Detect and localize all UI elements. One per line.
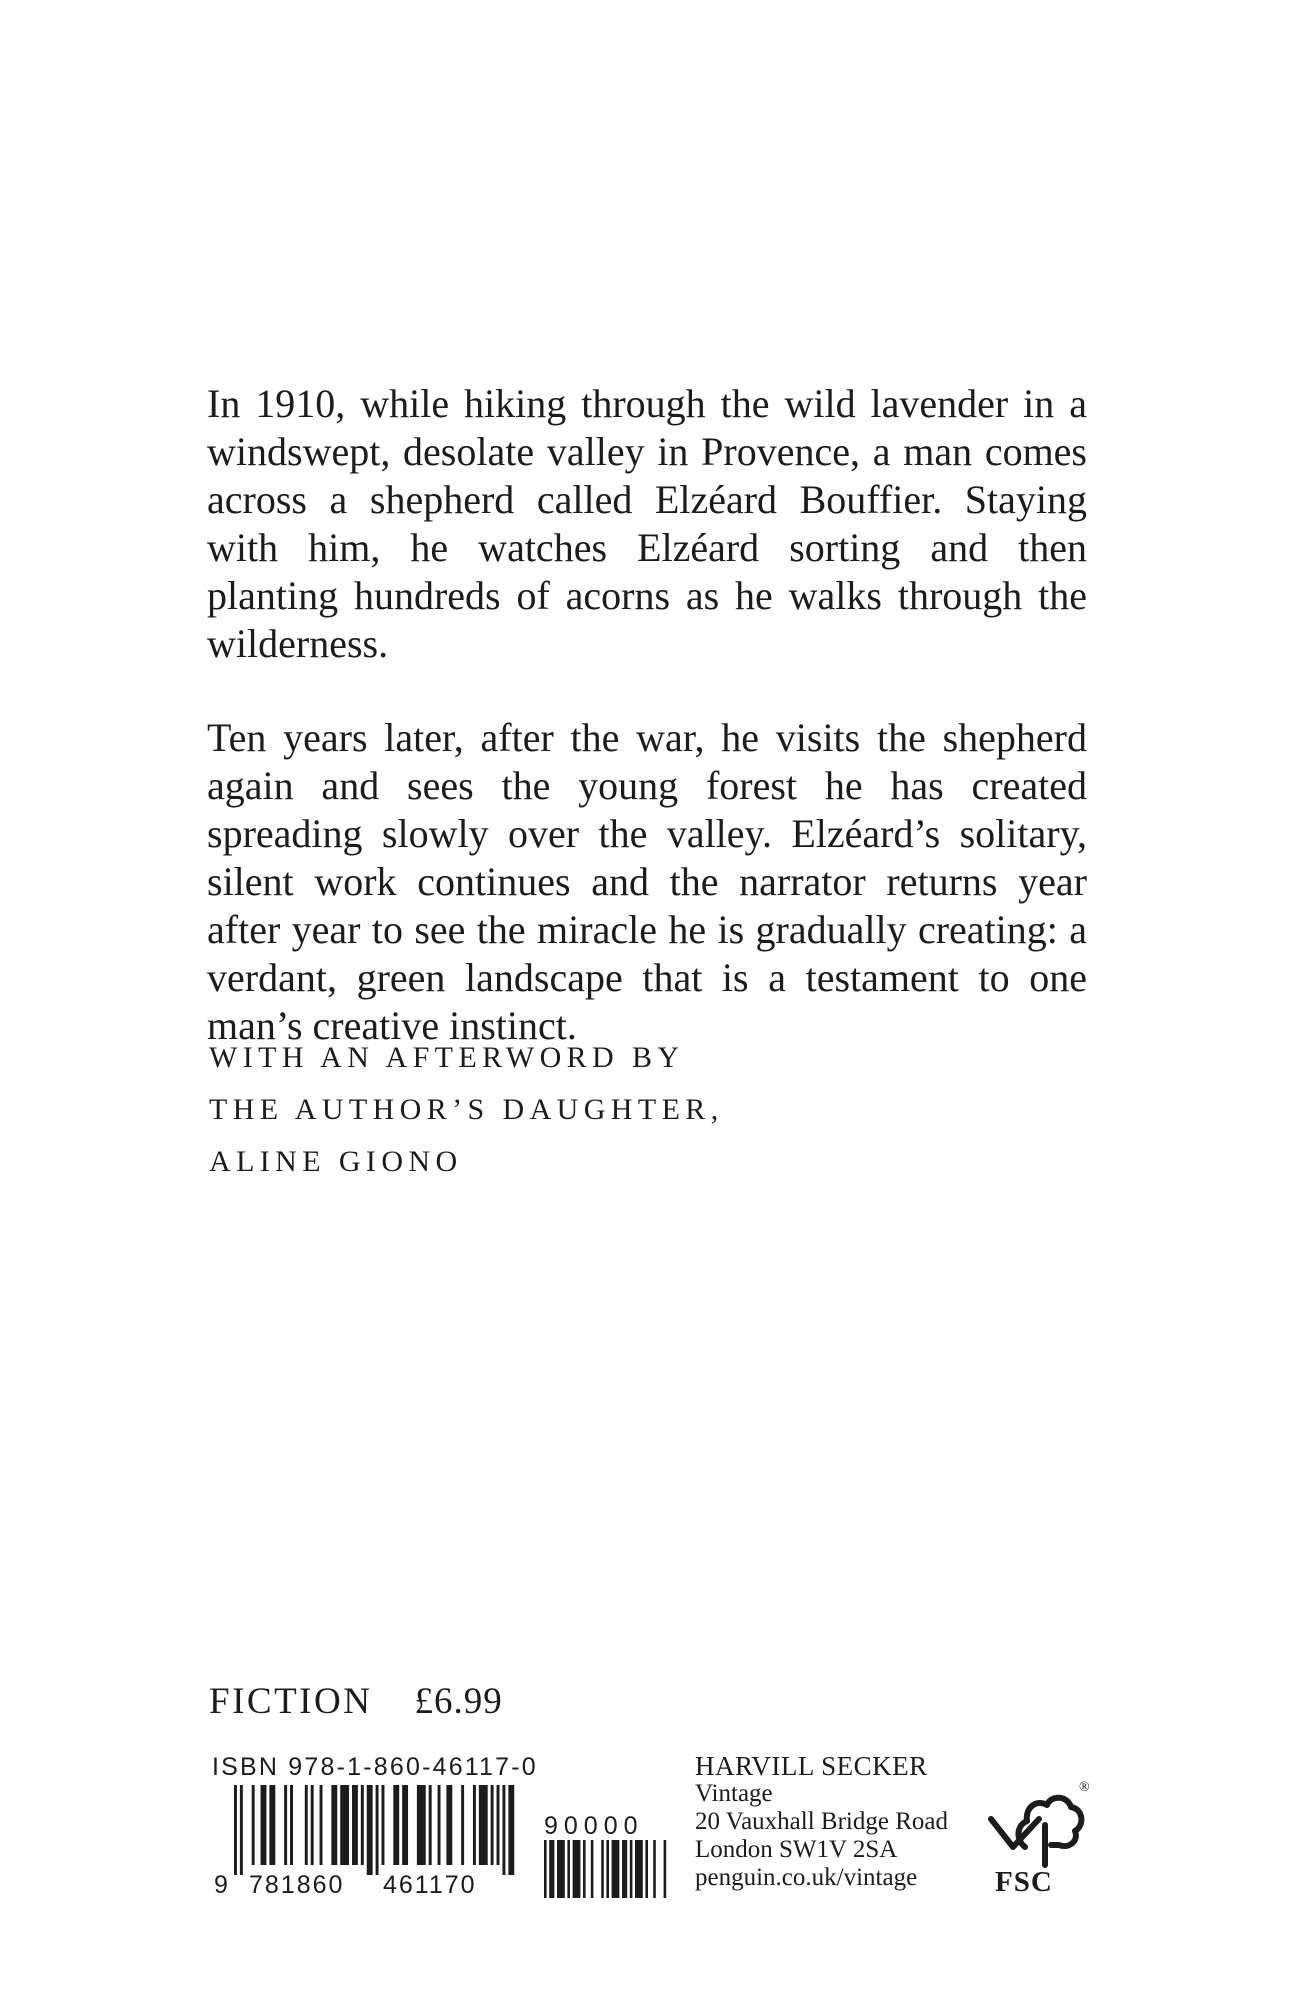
barcode-bar (252, 1785, 255, 1865)
barcode-bar (438, 1785, 441, 1865)
barcode-bar (635, 1840, 643, 1898)
barcode-bar (479, 1785, 488, 1865)
barcode-right-digits: 461170 (383, 1871, 477, 1897)
fsc-label: FSC (995, 1866, 1053, 1895)
barcode-bar (549, 1840, 554, 1898)
barcode-bar (320, 1785, 323, 1865)
barcode-bar (653, 1840, 656, 1898)
publisher-imprint: HARVILL SECKER (695, 1751, 928, 1781)
fsc-logo (985, 1775, 1095, 1895)
barcode-lead-digit: 9 (214, 1871, 228, 1897)
fsc-tree-icon (991, 1798, 1081, 1865)
addon-digits: 90000 (544, 1812, 644, 1840)
barcode-bar (284, 1785, 287, 1865)
barcode-bar (261, 1785, 267, 1865)
barcode-bar (622, 1840, 627, 1898)
blurb-paragraph-2: Ten years later, after the war, he visits the shepherd again and sees the young forest he has created spreading slowly over the valley. Elzéard’s solitary, silent work continues and the narrator returns year after year to see the miracle he is gradually creating: a verdant, green landscape that is a testament to one man’s creative instinct. (207, 715, 1087, 1048)
barcode-bar (612, 1840, 620, 1898)
barcode-bar (497, 1785, 500, 1865)
barcode-bar (352, 1785, 358, 1865)
barcode-bar (664, 1840, 667, 1898)
barcode-bar (331, 1785, 337, 1865)
barcode-bar (567, 1840, 570, 1898)
barcode-bar (367, 1785, 373, 1875)
afterword-line-3: ALINE GIONO (209, 1145, 463, 1178)
blurb-paragraph-1: In 1910, while hiking through the wild lavender in a windswept, desolate valley in Provence, a man comes across a shepherd called Elzéard Bouffier. Staying with him, he watches Elzéard sorting and then planting hundreds of acorns as he walks through the wilderness. (207, 381, 1087, 666)
barcode-bar (591, 1840, 594, 1898)
barcode-bar (645, 1840, 648, 1898)
barcode-bar (417, 1785, 426, 1865)
afterword-line-2: THE AUTHOR’S DAUGHTER, (209, 1093, 724, 1126)
addon-bars (544, 1840, 666, 1898)
barcode-bar (461, 1785, 464, 1865)
barcode-bar (269, 1785, 275, 1865)
publisher-line-3: London SW1V 2SA (695, 1836, 898, 1863)
publisher-line-2: 20 Vauxhall Bridge Road (695, 1808, 948, 1835)
barcode-bar (573, 1840, 581, 1898)
barcode-bar (601, 1840, 604, 1898)
barcode-bar (544, 1840, 547, 1898)
isbn-label: ISBN 978-1-860-46117-0 (212, 1753, 538, 1781)
addon-barcode (540, 1812, 672, 1900)
barcode-bar (508, 1785, 514, 1875)
barcode-bar (393, 1785, 399, 1865)
price-label: £6.99 (414, 1681, 503, 1722)
barcode-bar (491, 1785, 494, 1865)
barcode-bar (606, 1840, 609, 1898)
barcode-bar (557, 1840, 565, 1898)
barcode-bar (382, 1785, 385, 1865)
barcode-bar (340, 1785, 349, 1865)
blurb (207, 380, 1087, 1050)
barcode-bar (429, 1785, 432, 1865)
barcode-bar (240, 1785, 243, 1875)
category-price (209, 1680, 503, 1723)
publisher-website: penguin.co.uk/vintage (695, 1864, 918, 1891)
barcode-bar (630, 1840, 633, 1898)
barcode-left-digits: 781860 (249, 1871, 345, 1897)
afterword-credit (209, 1032, 724, 1188)
barcode-bar (473, 1785, 476, 1865)
barcode-bar (361, 1785, 364, 1865)
barcode-bar (311, 1785, 314, 1865)
barcode-bar (502, 1785, 505, 1875)
afterword-line-1: WITH AN AFTERWORD BY (209, 1041, 685, 1074)
category-label: FICTION (209, 1681, 373, 1722)
barcode-bar (234, 1785, 237, 1875)
barcode-bar (376, 1785, 379, 1875)
publisher-line-1: Vintage (695, 1780, 773, 1807)
barcode-bar (402, 1785, 408, 1865)
barcode-bars (234, 1785, 517, 1875)
fsc-registered-mark: ® (1079, 1780, 1090, 1795)
barcode-bar (583, 1840, 586, 1898)
publisher-block (695, 1752, 948, 1892)
barcode-bar (446, 1785, 452, 1865)
barcode-bar (305, 1785, 308, 1865)
isbn-barcode (212, 1785, 517, 1897)
barcode-bar (290, 1785, 293, 1865)
